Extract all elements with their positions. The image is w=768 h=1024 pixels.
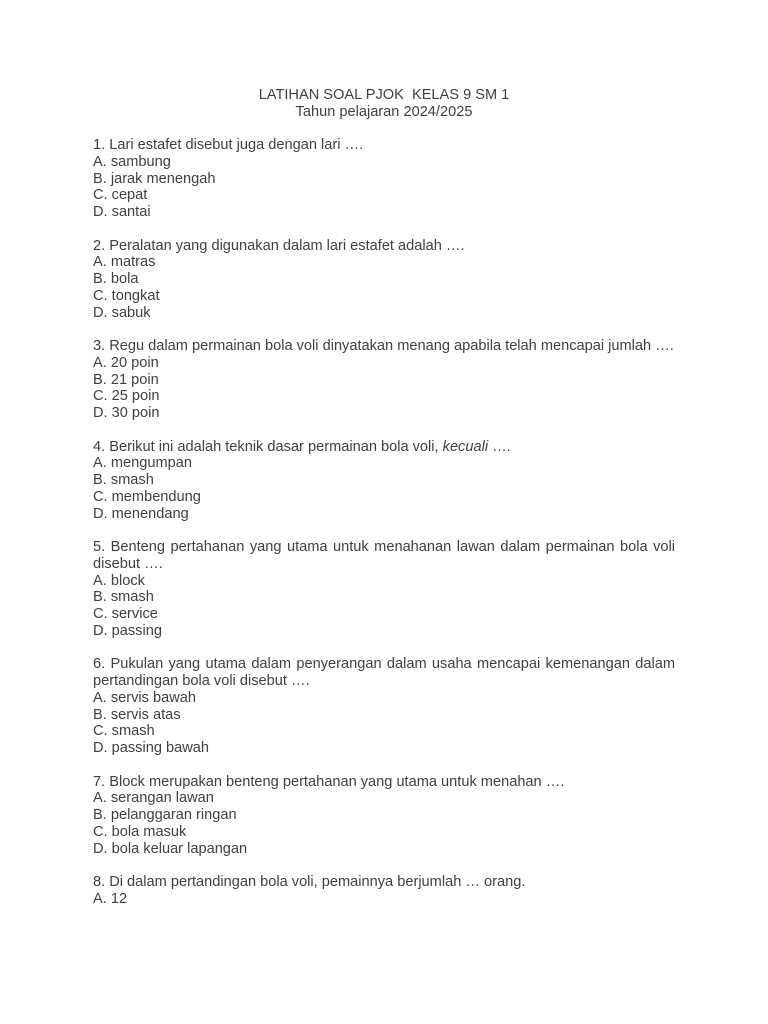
option-c: C. cepat [93, 187, 148, 204]
option-d: D. menendang [93, 505, 189, 522]
option-a: A. 12 [93, 890, 128, 907]
option-a: A. servis bawah [93, 689, 197, 706]
option-c: C. 25 poin [93, 388, 160, 405]
option-d: D. santai [93, 204, 151, 220]
question-text: 5. Benteng pertahanan yang utama untuk menahanan lawan dalam permainan bola voli disebut …. [93, 539, 675, 572]
option-b: B. smash [93, 589, 154, 606]
option-b: B. bola [93, 271, 139, 287]
option-d: D. passing [93, 622, 162, 639]
option-c: C. smash [93, 723, 155, 740]
option-d: D. 30 poin [93, 405, 160, 421]
option-c: C. membendung [93, 488, 201, 505]
question-1 [93, 137, 675, 221]
question-8 [93, 874, 675, 908]
question-text-end: …. [488, 438, 511, 455]
question-text: 6. Pukulan yang utama dalam penyerangan dalam usaha mencapai kemenangan dalam pertandingan bola voli disebut …. [93, 656, 675, 689]
question-text: 1. Lari estafet disebut juga dengan lari …. [93, 137, 364, 153]
question-text: 2. Peralatan yang digunakan dalam lari estafet adalah …. [93, 237, 465, 254]
question-2 [93, 238, 675, 322]
question-3 [93, 338, 675, 422]
question-text: 3. Regu dalam permainan bola voli dinyatakan menang apabila telah mencapai jumlah …. [93, 338, 674, 354]
option-d: D. passing bawah [93, 740, 210, 756]
question-text: 7. Block merupakan benteng pertahanan yang utama untuk menahan …. [93, 773, 565, 790]
option-a: A. serangan lawan [93, 790, 214, 807]
question-4 [93, 439, 675, 523]
option-a: A. sambung [93, 153, 171, 170]
option-a: A. block [93, 572, 145, 589]
option-a: A. 20 poin [93, 354, 159, 371]
question-6 [93, 656, 675, 757]
question-5 [93, 539, 675, 640]
option-d: D. sabuk [93, 304, 151, 321]
document-header [0, 87, 768, 121]
option-c: C. tongkat [93, 287, 160, 304]
option-c: C. bola masuk [93, 823, 187, 840]
document-subtitle: Tahun pelajaran 2024/2025 [295, 104, 473, 120]
option-b: B. smash [93, 472, 154, 488]
question-text: 8. Di dalam pertandingan bola voli, pemainnya berjumlah … orang. [93, 874, 526, 890]
question-text-emphasis: kecuali [442, 438, 489, 455]
option-b: B. jarak menengah [93, 170, 216, 187]
question-7 [93, 774, 675, 858]
option-b: B. servis atas [93, 706, 181, 723]
option-b: B. 21 poin [93, 371, 159, 388]
option-d: D. bola keluar lapangan [93, 840, 248, 857]
question-list [93, 137, 675, 924]
document-title: LATIHAN SOAL PJOK KELAS 9 SM 1 [258, 87, 510, 103]
option-c: C. service [93, 606, 158, 622]
question-text-start: 4. Berikut ini adalah teknik dasar permainan bola voli, [93, 438, 443, 455]
option-a: A. mengumpan [93, 455, 192, 472]
question-text [93, 439, 675, 456]
option-a: A. matras [93, 254, 156, 271]
option-b: B. pelanggaran ringan [93, 807, 237, 823]
